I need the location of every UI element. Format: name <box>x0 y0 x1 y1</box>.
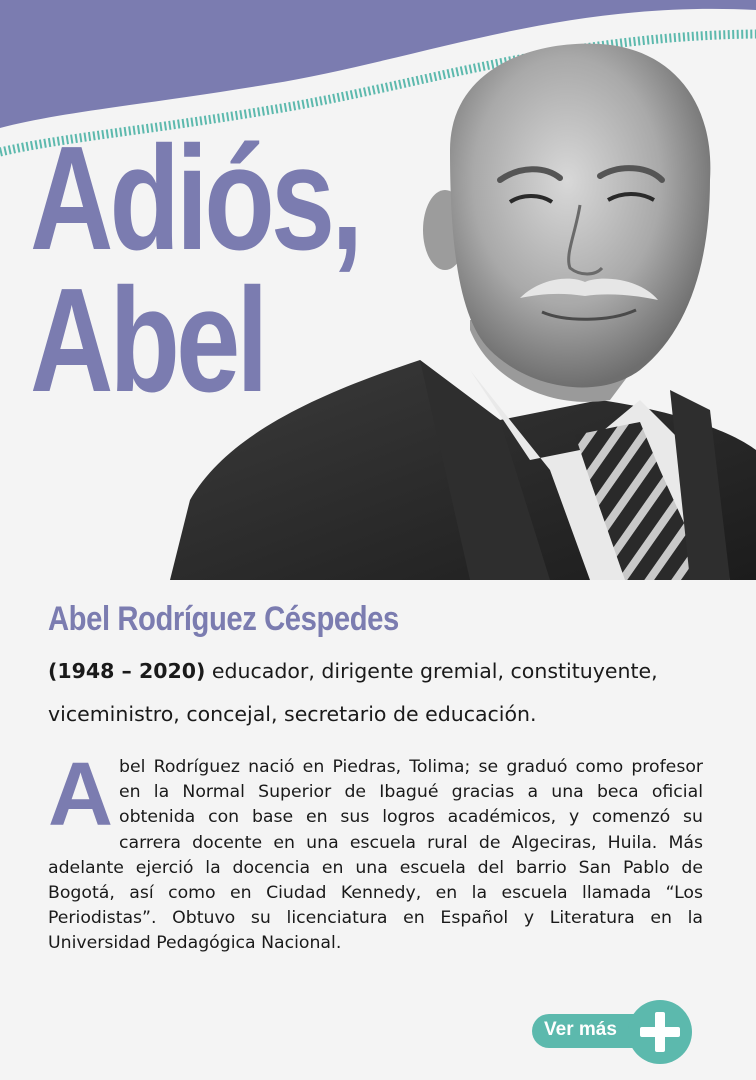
article-text: bel Rodríguez nació en Piedras, Tolima; se graduó como profesor en la Normal Superior de Ibagué gracias a una beca oficial obtenida con base en sus logros académicos, y comenzó su carrera docente en una escuela rural de Algeciras, Huila. Más adelante ejerció la docencia en una escuela del barrio San Pablo de Bogotá, así como en Ciudad Kennedy, en la escuela llamada “Los Periodistas”. Obtuvo su licenciatura en Español y Literatura en la Universidad Pedagógica Nacional. <box>48 757 703 954</box>
headline-line-1: Adiós, <box>30 116 360 281</box>
portrait-photo <box>170 30 756 580</box>
article-body <box>48 745 703 957</box>
ver-mas-label: Ver más <box>544 1019 617 1040</box>
drop-cap: A <box>48 745 113 845</box>
ver-mas-button[interactable] <box>532 1000 702 1064</box>
plus-icon[interactable] <box>628 1000 692 1064</box>
bio-summary <box>48 650 718 736</box>
bio-name: Abel Rodríguez Céspedes <box>48 600 399 638</box>
headline-line-2: Abel <box>30 258 265 423</box>
bio-years: (1948 – 2020) <box>48 659 206 683</box>
bio-roles: educador, dirigente gremial, constituyente, viceministro, concejal, secretario de educación. <box>48 659 658 726</box>
